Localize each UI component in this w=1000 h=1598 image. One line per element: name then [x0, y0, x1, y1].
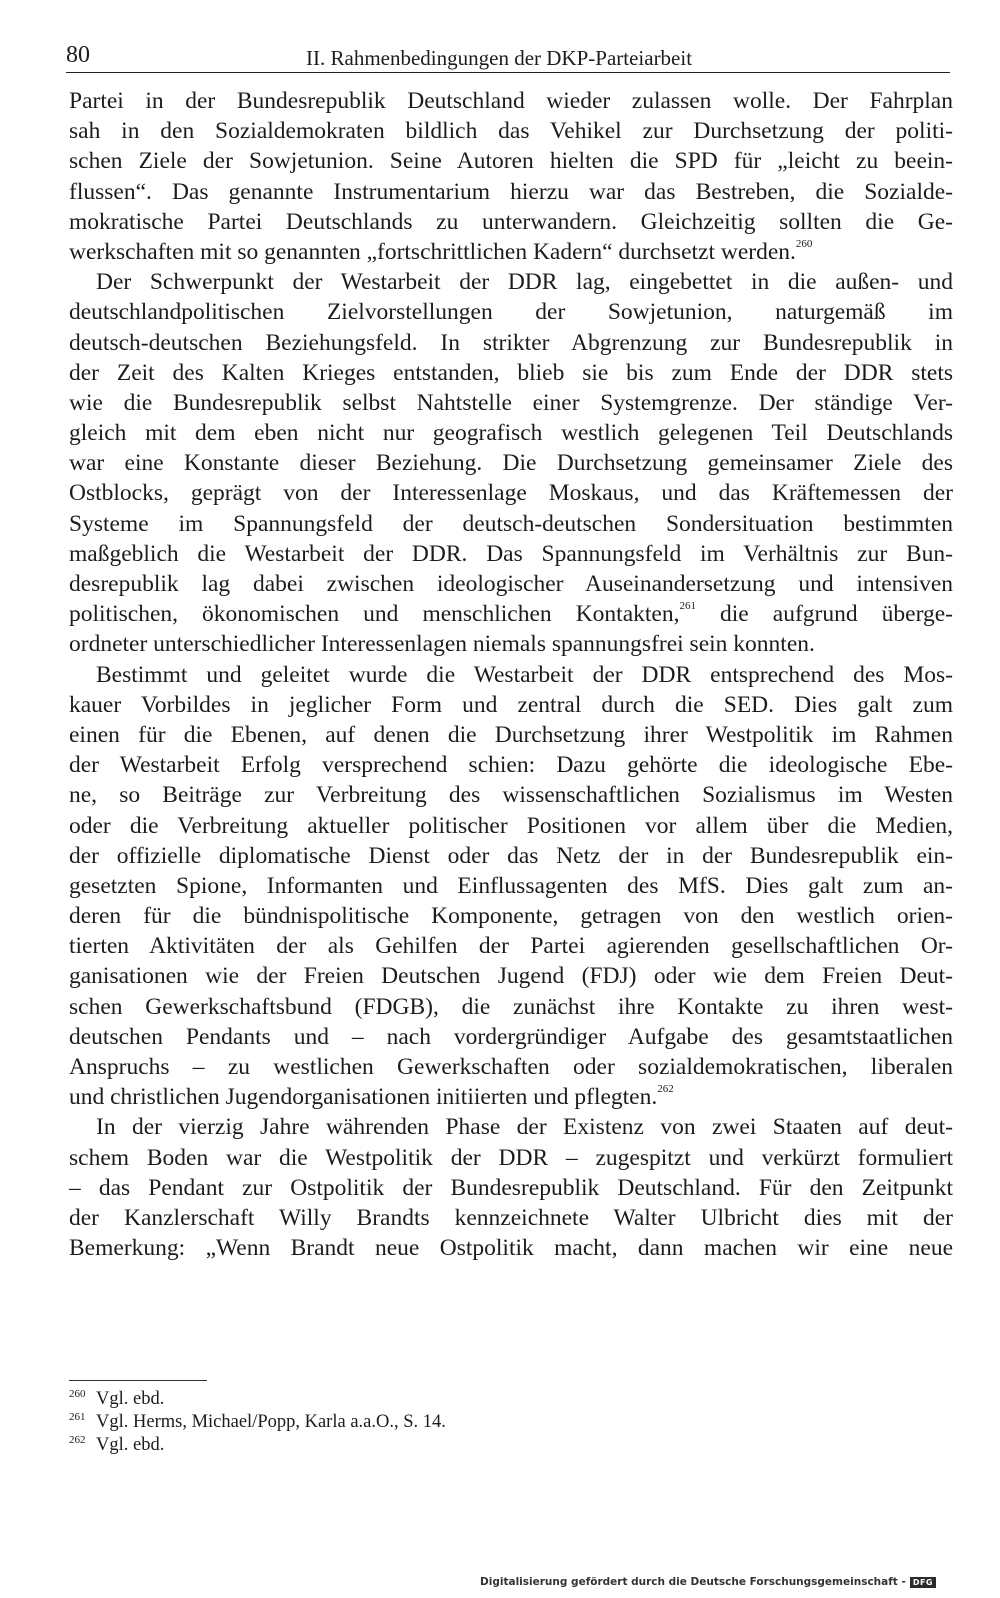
- footnote-rule: [69, 1380, 207, 1381]
- digitization-credit: [480, 1576, 936, 1588]
- line-text: deutschen Pendants und – nach vordergründiger Aufgabe des gesamtstaatlichen: [69, 1023, 953, 1050]
- footnote: $^{261}$ Vgl. Herms, Michael/Popp, Karla a.a.O., S. 14.: [69, 1411, 446, 1432]
- line-text: Bestimmt und geleitet wurde die Westarbeit der DDR entsprechend des Mos-: [96, 661, 953, 688]
- header-rule: [66, 72, 950, 73]
- footnote-text: Vgl. Herms, Michael/Popp, Karla a.a.O., S. 14.: [96, 1412, 446, 1432]
- line-text: deutsch-deutschen Beziehungsfeld. In strikter Abgrenzung zur Bundesrepublik in: [69, 329, 953, 356]
- line-text: war eine Konstante dieser Beziehung. Die Durchsetzung gemeinsamer Ziele des: [69, 450, 953, 477]
- line-text: der Westarbeit Erfolg versprechend schien: Dazu gehörte die ideologische Ebe-: [69, 752, 953, 779]
- text-line: [69, 811, 953, 841]
- footnote-ref[interactable]: 260: [795, 237, 813, 250]
- line-text: wie die Bundesrepublik selbst Nahtstelle einer Systemgrenze. Der ständige Ver-: [69, 389, 953, 416]
- text-line: [69, 1082, 953, 1112]
- text-line: [69, 1233, 953, 1263]
- line-text: Anspruchs – zu westlichen Gewerkschaften oder sozialdemokratischen, liberalen: [69, 1054, 953, 1080]
- text-line: [69, 629, 953, 659]
- line-text: In der vierzig Jahre währenden Phase der Existenz von zwei Staaten auf deut-: [96, 1114, 953, 1141]
- text-line: [69, 841, 953, 871]
- text-line: [69, 1173, 953, 1203]
- text-line: [69, 1143, 953, 1173]
- footnote: $^{262}$ Vgl. ebd.: [69, 1434, 165, 1455]
- running-title: II. Rahmenbedingungen der DKP-Parteiarbeit: [306, 46, 693, 70]
- text-line: [69, 207, 953, 237]
- footnote-ref[interactable]: 261: [679, 600, 696, 613]
- line-text: werkschaften mit so genannten „fortschrittlichen Kadern“ durchsetzt werden.: [69, 238, 796, 265]
- line-text: schen Ziele der Sowjetunion. Seine Autoren hielten die SPD für „leicht zu beein-: [69, 148, 953, 175]
- line-text: deren für die bündnispolitische Komponente, getragen von den westlich orien-: [69, 903, 953, 930]
- text-line: [69, 720, 953, 750]
- line-text: deutschlandpolitischen Zielvorstellungen der Sowjetunion, naturgemäß im: [69, 299, 953, 326]
- text-line: [69, 328, 953, 358]
- text-line: [69, 660, 953, 690]
- line-text: mokratische Partei Deutschlands zu unterwandern. Gleichzeitig sollten die Ge-: [69, 208, 953, 235]
- dfg-logo: DFG: [910, 1577, 936, 1588]
- line-text: Der Schwerpunkt der Westarbeit der DDR lag, eingebettet in die außen- und: [96, 269, 953, 296]
- line-text: schen Gewerkschaftsbund (FDGB), die zunächst ihre Kontakte zu ihren west-: [69, 993, 953, 1020]
- footnote-text: Vgl. ebd.: [96, 1435, 165, 1455]
- footnote-ref[interactable]: 262: [657, 1083, 674, 1096]
- line-text: oder die Verbreitung aktueller politischer Positionen vor allem über die Medien,: [69, 812, 953, 839]
- line-text: gesetzten Spione, Informanten und Einflussagenten des MfS. Dies galt zum an-: [69, 872, 953, 899]
- text-line: [69, 569, 953, 599]
- text-line: [69, 267, 953, 297]
- text-line: [69, 1203, 953, 1233]
- line-text: der offizielle diplomatische Dienst oder das Netz der in der Bundesrepublik ein-: [69, 842, 953, 869]
- page-number: 80: [66, 42, 90, 68]
- line-text: ganisationen wie der Freien Deutschen Jugend (FDJ) oder wie dem Freien Deut-: [69, 963, 953, 990]
- line-text: sah in den Sozialdemokraten bildlich das Vehikel zur Durchsetzung der politi-: [69, 118, 953, 145]
- line-text: ne, so Beiträge zur Verbreitung des wissenschaftlichen Sozialismus im Westen: [69, 782, 953, 809]
- body-text: [69, 86, 953, 1263]
- text-line: [69, 478, 953, 508]
- line-text-after-ref: die aufgrund überge-: [695, 601, 953, 628]
- line-text: maßgeblich die Westarbeit der DDR. Das Spannungsfeld im Verhältnis zur Bun-: [69, 540, 953, 567]
- text-line: [69, 297, 953, 327]
- text-line: [69, 86, 953, 116]
- text-line: [69, 961, 953, 991]
- line-text: der Kanzlerschaft Willy Brandts kennzeichnete Walter Ulbricht dies mit der: [69, 1204, 953, 1231]
- text-line: [69, 146, 953, 176]
- text-line: [69, 177, 953, 207]
- line-text: Partei in der Bundesrepublik Deutschland wieder zulassen wolle. Der Fahrplan: [69, 88, 953, 114]
- line-text: – das Pendant zur Ostpolitik der Bundesrepublik Deutschland. Für den Zeitpunkt: [69, 1174, 953, 1201]
- line-text: kauer Vorbildes in jeglicher Form und zentral durch die SED. Dies galt zum: [69, 691, 953, 718]
- text-line: [69, 509, 953, 539]
- text-line: [69, 116, 953, 146]
- text-line: [69, 901, 953, 931]
- text-line: [69, 1052, 953, 1082]
- text-line: [69, 1022, 953, 1052]
- text-line: [69, 750, 953, 780]
- text-line: [69, 358, 953, 388]
- text-line: [69, 992, 953, 1022]
- line-text: Ostblocks, geprägt von der Interessenlage Moskaus, und das Kräftemessen der: [69, 480, 953, 507]
- line-text: gleich mit dem eben nicht nur geografisch westlich gelegenen Teil Deutschlands: [69, 420, 953, 447]
- text-line: [69, 448, 953, 478]
- text-line: [69, 237, 953, 267]
- line-text: politischen, ökonomischen und menschlichen Kontakten,: [69, 601, 680, 628]
- credit-text: Digitalisierung gefördert durch die Deutsche Forschungsgemeinschaft -: [480, 1576, 906, 1588]
- line-text: Bemerkung: „Wenn Brandt neue Ostpolitik macht, dann machen wir eine neue: [69, 1235, 953, 1262]
- line-text: der Zeit des Kalten Krieges entstanden, blieb sie bis zum Ende der DDR stets: [69, 359, 953, 386]
- line-text: flussen“. Das genannte Instrumentarium hierzu war das Bestreben, die Sozialde-: [69, 178, 953, 205]
- footnote-text: Vgl. ebd.: [96, 1389, 165, 1409]
- text-line: [69, 931, 953, 961]
- text-line: [69, 780, 953, 810]
- line-text: einen für die Ebenen, auf denen die Durchsetzung ihrer Westpolitik im Rahmen: [69, 721, 953, 748]
- text-line: [69, 418, 953, 448]
- text-line: [69, 599, 953, 629]
- line-text: und christlichen Jugendorganisationen initiierten und pflegten.: [69, 1084, 658, 1111]
- text-line: [69, 871, 953, 901]
- line-text: ordneter unterschiedlicher Interessenlagen niemals spannungsfrei sein konnten.: [69, 631, 815, 658]
- footnote: $^{260}$ Vgl. ebd.: [69, 1388, 165, 1409]
- page-header: [66, 42, 948, 72]
- line-text: Systeme im Spannungsfeld der deutsch-deutschen Sondersituation bestimmten: [69, 510, 953, 537]
- text-line: [69, 539, 953, 569]
- text-line: [69, 388, 953, 418]
- text-line: [69, 1112, 953, 1142]
- footnotes: [69, 1388, 446, 1457]
- text-line: [69, 690, 953, 720]
- line-text: tierten Aktivitäten der als Gehilfen der Partei agierenden gesellschaftlichen Or-: [69, 933, 953, 960]
- line-text: desrepublik lag dabei zwischen ideologischer Auseinandersetzung und intensiven: [69, 571, 953, 597]
- line-text: schem Boden war die Westpolitik der DDR – zugespitzt und verkürzt formuliert: [69, 1144, 953, 1171]
